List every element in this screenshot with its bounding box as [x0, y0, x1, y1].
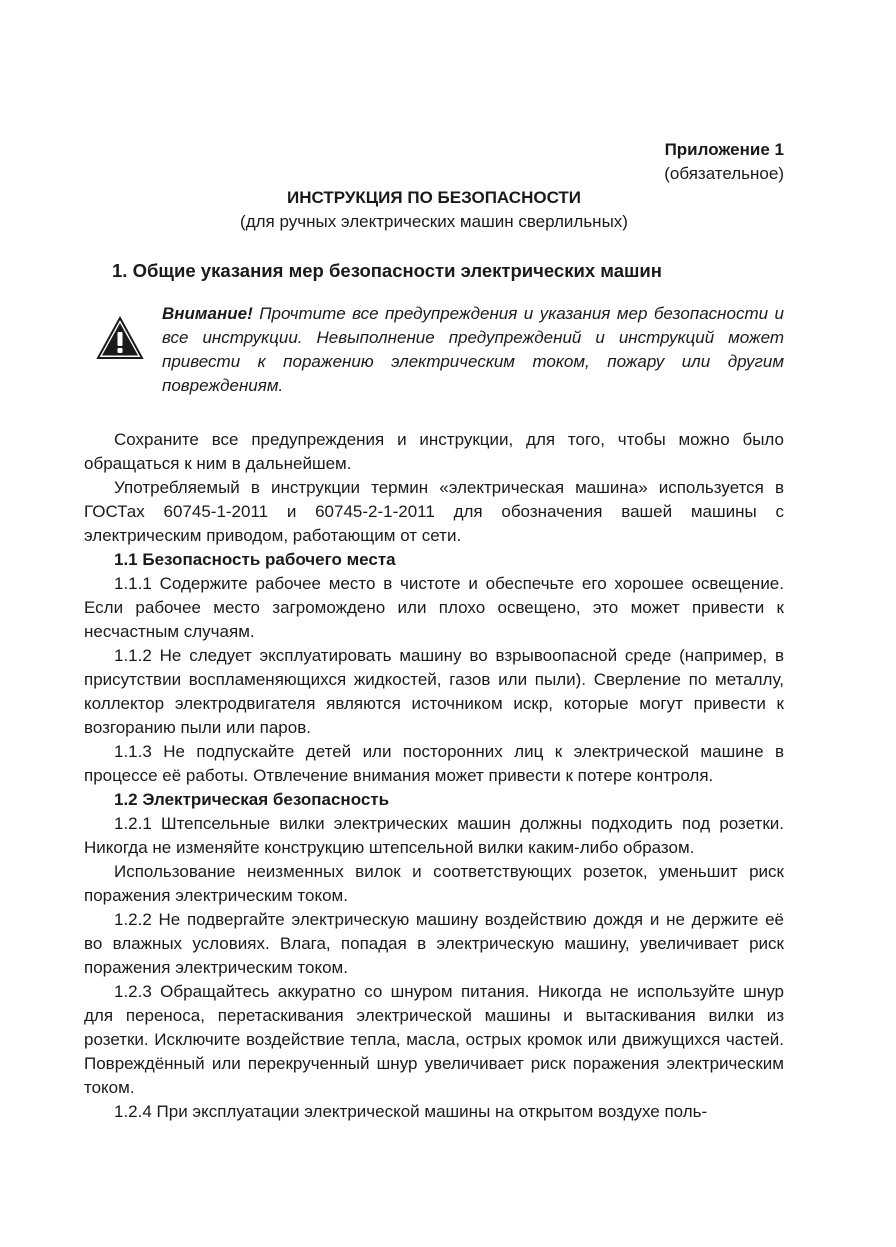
paragraph-1-1-3: 1.1.3 Не подпускайте детей или посторонних лиц к электрической машине в процессе её работы. Отвлечение внимания может привести к потере контроля.	[84, 742, 784, 785]
paragraph-1-2-1-note: Использование неизменных вилок и соответствующих розеток, уменьшит риск поражения электрическим током.	[84, 862, 784, 905]
intro-paragraph: Употребляемый в инструкции термин «электрическая машина» используется в ГОСТах 60745-1-2011 и 60745-2-1-2011 для обозначения вашей машины с электрическим приводом, работающим от сети.	[84, 478, 784, 545]
appendix-note: (обязательное)	[664, 164, 784, 183]
document-page	[84, 138, 784, 1124]
subsection-1-1-heading: 1.1 Безопасность рабочего места	[114, 550, 396, 569]
warning-body: Прочтите все предупреждения и указания мер безопасности и все инструкции. Невыполнение предупреждений и инструкций может привести к поражению электрическим током, пожару или другим повреждениям.	[162, 304, 784, 395]
warning-triangle-icon	[84, 302, 156, 398]
paragraph-1-1-2: 1.1.2 Не следует эксплуатировать машину во взрывоопасной среде (например, в присутствии воспламеняющихся жидкостей, газов или пыли). Сверление по металлу, коллектор электродвигателя являются источником искр, которые могут привести к возгоранию пыли или паров.	[84, 646, 784, 737]
document-subtitle: (для ручных электрических машин сверлильных)	[240, 212, 628, 231]
appendix-number: Приложение 1	[664, 140, 784, 159]
section-1-heading: 1. Общие указания мер безопасности электрических машин	[112, 260, 662, 281]
paragraph-1-2-1: 1.2.1 Штепсельные вилки электрических машин должны подходить под розетки. Никогда не изменяйте конструкцию штепсельной вилки каким-либо образом.	[84, 814, 784, 857]
warning-label: Внимание!	[162, 304, 253, 323]
intro-paragraph: Сохраните все предупреждения и инструкции, для того, чтобы можно было обращаться к ним в дальнейшем.	[84, 430, 784, 473]
paragraph-1-1-1: 1.1.1 Содержите рабочее место в чистоте и обеспечьте его хорошее освещение. Если рабочее место загромождено или плохо освещено, это может привести к несчастным случаям.	[84, 574, 784, 641]
appendix-header	[84, 138, 784, 186]
subsection-1-2-heading: 1.2 Электрическая безопасность	[114, 790, 390, 809]
warning-block	[84, 302, 784, 398]
paragraph-1-2-2: 1.2.2 Не подвергайте электрическую машину воздействию дождя и не держите её во влажных условиях. Влага, попадая в электрическую машину, увеличивает риск поражения электрическим током.	[84, 910, 784, 977]
warning-text	[156, 302, 784, 398]
paragraph-1-2-4: 1.2.4 При эксплуатации электрической машины на открытом воздухе поль-	[114, 1102, 708, 1121]
paragraph-1-2-3: 1.2.3 Обращайтесь аккуратно со шнуром питания. Никогда не используйте шнур для переноса, перетаскивания электрической машины и вытаскивания вилки из розетки. Исключите воздействие тепла, масла, острых кромок или движущихся частей. Повреждённый или перекрученный шнур увеличивает риск поражения электрическим током.	[84, 982, 784, 1097]
document-title: ИНСТРУКЦИЯ ПО БЕЗОПАСНОСТИ	[286, 188, 582, 207]
